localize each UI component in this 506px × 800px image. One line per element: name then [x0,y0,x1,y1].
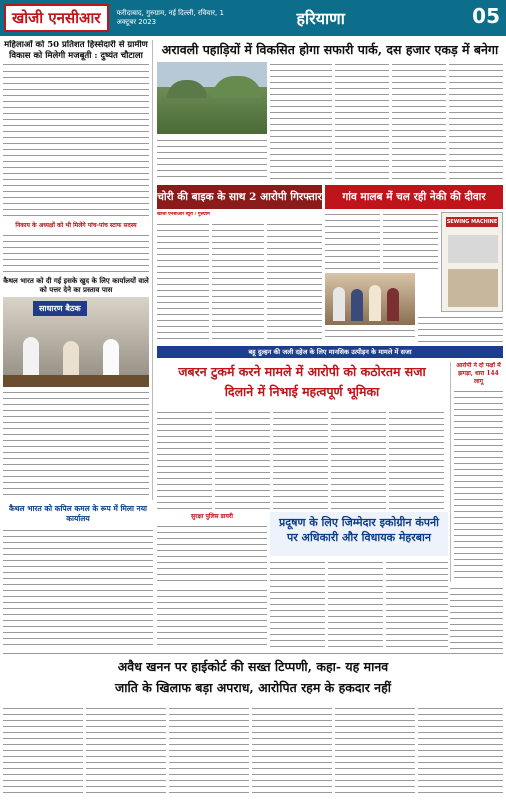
divider [3,653,503,654]
story-body [331,410,386,510]
story-body [270,560,325,650]
story-body [386,560,448,650]
story-body [157,138,267,182]
story-body [450,586,503,650]
story-body [328,560,383,650]
story-body [3,528,153,650]
story-body [392,62,446,182]
section-title: हरियाणा [296,9,345,28]
story-body [169,706,249,796]
dateline: फरीदाबाद, गुरुग्राम, नई दिल्ली, रविवार, 1 अक्टूबर 2023 [116,9,224,26]
story-body [3,233,149,273]
meeting-photo [3,297,149,387]
strip-text: बहू दुल्हन की जली दहेज के लिए मानसिक उत्पीड़न के मामले में सजा [248,348,412,356]
story-body [157,222,209,342]
story-bike-theft [157,185,322,209]
story-body [3,390,149,500]
story-headline: गांव मालब में चल रही नेकी की दीवार [342,191,486,203]
sewing-machine-photo [441,212,503,312]
story-headline-line2: दिलाने में निभाई महत्वपूर्ण भूमिका [224,384,380,399]
banner-label: साधारण बैठक [33,301,87,316]
story-body [389,410,444,510]
page-number: 05 [472,4,500,28]
side-headline: आरोपी ने दो पक्षों में झगड़ा, धारा 144 लागू [456,362,501,385]
story-subhead: कैथल भारत को दी गई इसके खुद के लिए कार्यालयों वाले को पत्तर देने का प्रस्ताव पास [3,276,149,294]
story-court-verdict [157,362,447,408]
newspaper-logo: खोजी एनसीआर [4,4,109,32]
side-column [450,362,503,582]
story-body [86,706,166,796]
story-body [157,524,267,584]
story-subhead: सुरक्षा पुलिस डायरी [191,513,233,520]
story-body [252,706,332,796]
side-headline: कैथल भारत को कपिल कमल के रूप में मिला नया कार्यालय [8,504,148,523]
story-subhead: निकाय के अध्यक्षों को भी मिलेंगे पांच-पांच स्टाफ सदस्य [15,222,137,229]
story-aravalli [157,40,503,60]
story-body [270,62,332,182]
story-body [325,328,415,342]
story-women-participation [3,40,153,500]
village-photo [325,273,415,325]
story-body [212,222,264,342]
story-body [335,62,389,182]
story-body [157,410,212,510]
story-body [157,588,267,650]
photo-sign: SEWING MACHINE [446,219,498,225]
story-wall-kindness [325,185,503,209]
story-byline: खोजी एनसीआर ब्यूरो / गुरुग्राम [157,212,210,217]
story-headline: महिलाओं को 50 प्रतिशत हिस्सेदारी से ग्रामीण विकास को मिलेगी मजबूती : दुष्यंत चौटाला [3,40,149,65]
story-headline: प्रदूषण के लिए जिम्मेदार इकोग्रीन कंपनी पर अधिकारी और विधायक मेहरबान [279,516,439,544]
story-illegal-mining [3,656,503,702]
story-body [418,706,503,796]
story-body [418,315,503,343]
story-body [215,410,270,510]
news-strip [157,346,503,358]
masthead [0,0,506,36]
story-body [3,706,83,796]
story-body [267,222,322,342]
forest-photo [157,62,267,134]
story-pollution [270,512,448,556]
story-headline-line1: जबरन टुकर्म करने मामले में आरोपी को कठोरतम सजा [178,364,426,379]
story-body [383,212,438,270]
story-headline-line1: अवैध खनन पर हाईकोर्ट की सख्त टिप्पणी, कहा- यह मानव [117,659,389,674]
story-body [3,69,149,219]
story-headline: चोरी की बाइक के साथ 2 आरोपी गिरफ्तार [157,191,322,203]
story-body [273,410,328,510]
story-headline-line2: जाति के खिलाफ बड़ा अपराध, आरोपित रहम के हकदार नहीं [114,680,391,695]
story-body [335,706,415,796]
story-body [449,62,503,182]
story-body [325,212,380,270]
story-headline: अरावली पहाड़ियों में विकसित होगा सफारी पार्क, दस हजार एकड़ में बनेगा [161,42,499,57]
story-body [454,389,503,579]
